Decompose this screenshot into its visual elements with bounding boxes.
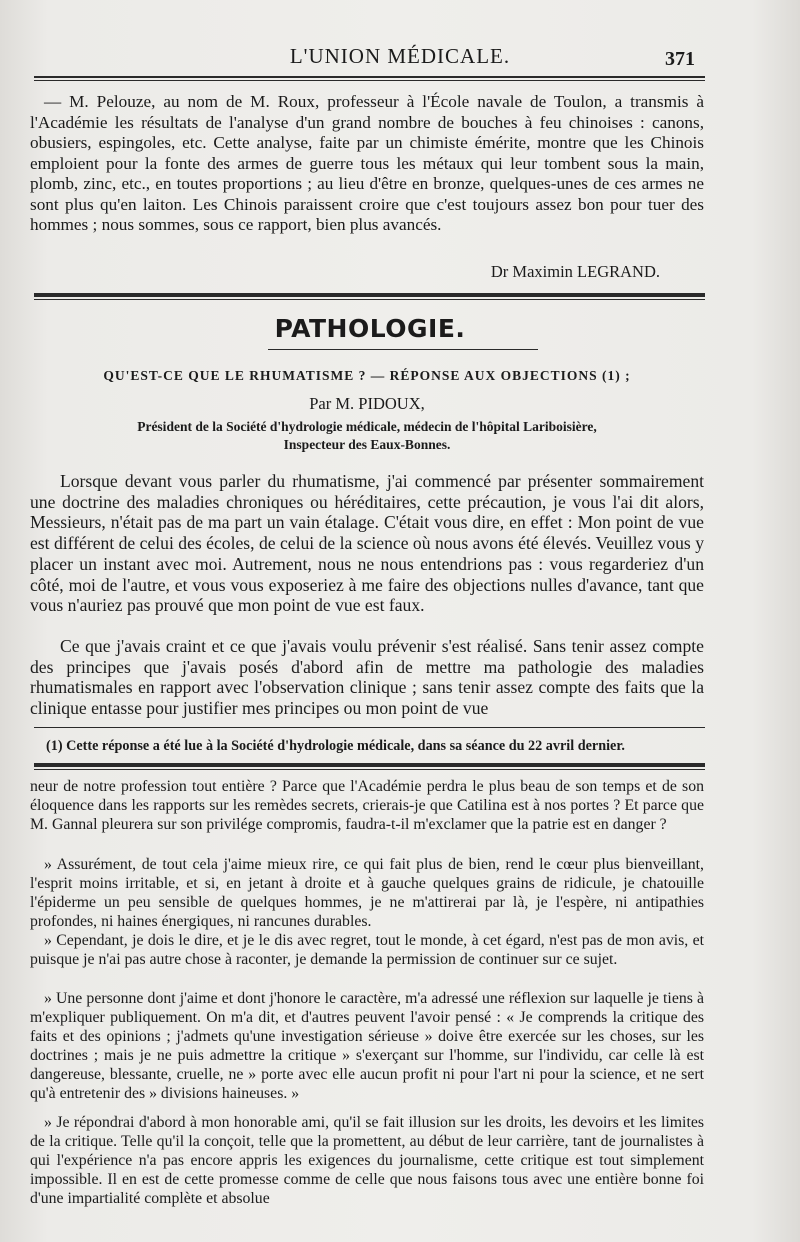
section-rule-thick [34,293,705,297]
article-paragraph-1: Lorsque devant vous parler du rhumatisme, j'ai commencé par présenter sommairement une doctrine des maladies chroniques ou héréditaires, cette précaution, je vous l'ai dit alors, Messieurs, n'était pas de ma part un vain étalage. C'était vous dire, en effet : Mon point de vue est différent de celui des écoles, de celui de la science où nous avons été élevés. Veuillez vous y placer un instant avec moi. Autrement, nous ne nous entendrions pas : vous regarderiez d'un côté, moi de l'autre, et vous vous exposeriez à me faire des objections nulles d'avance, tant que vous n'auriez pas prouvé que mon point de vue est faux. [30,471,704,616]
feuilleton-rule-thick [34,763,705,767]
feuilleton-paragraph-3: » Cependant, je dois le dire, et je le dis avec regret, tout le monde, à cet égard, n'est pas de mon avis, et puisque je n'ai pas autre chose à raconter, je demande la permission de continuer sur ce sujet. [30,932,704,968]
section-title: PATHOLOGIE. [274,314,466,343]
title-underline [268,349,538,350]
author-affiliation-2: Inspecteur des Eaux-Bonnes. [283,437,451,452]
feuilleton-paragraph-1: neur de notre profession tout entière ? Parce que l'Académie perdra le plus beau de son temps et de son éloquence dans les rapports sur les remèdes secrets, crierais-je que Catilina est à nos portes ? Et parce que M. Gannal pleurera sur son privilége compromis, faudra-t-il m'exclamer que la patrie est en danger ? [30,778,704,833]
page-header [0,44,800,74]
section-rule-thin [34,299,705,300]
header-rule [34,76,705,78]
feuilleton-paragraph-4: » Une personne dont j'aime et dont j'honore le caractère, m'a adressé une réflexion sur laquelle je tiens à m'expliquer publiquement. On m'a dit, et d'autres peuvent l'avoir pensé : « Je comprends la critique des faits et des opinions ; j'admets qu'une investigation sérieuse » doive être exercée sur les choses, sur les doctrines ; mais je ne puis admettre la critique » s'exerçant sur l'homme, sur l'individu, car celle là est dangereuse, blessante, cruelle, ne » porte avec elle aucun profit ni pour l'art ni pour la science, et ne sert qu'à entretenir des » divisions haineuses. » [30,990,704,1102]
article-paragraph-2: Ce que j'avais craint et ce que j'avais voulu prévenir s'est réalisé. Sans tenir assez compte des principes que j'avais posés d'abord afin de mettre ma pathologie des maladies rhumatismales en rapport avec l'observation clinique ; sans tenir assez compte des faits que la clinique entasse pour justifier mes principes ou mon point de vue [30,636,704,719]
feuilleton-rule-thin [34,769,705,770]
page-number: 371 [665,48,695,70]
header-rule-thin [34,80,705,81]
feuilleton-paragraph-2: » Assurément, de tout cela j'aime mieux rire, ce qui fait plus de bien, rend le cœur plus bienveillant, l'esprit moins irritable, et si, en jetant à droite et à gauche quelques grains de ridicule, je chatouille l'épiderme un peu sensible de quelques hommes, je ne m'attirerai par là, je l'espère, ni antipathies profondes, ni haines énergiques, ni rancunes durables. [30,856,704,930]
news-signature: Dr Maximin LEGRAND. [490,262,660,281]
article-title: QU'EST-CE QUE LE RHUMATISME ? — RÉPONSE AUX OBJECTIONS (1) ; [103,368,631,383]
feuilleton-paragraph-5: » Je répondrai d'abord à mon honorable ami, qu'il se fait illusion sur les droits, les devoirs et les limites de la critique. Telle qu'il la conçoit, telle que la promettent, au début de leur carrière, tant de journalistes à qui l'expérience n'a pas encore appris les exigences du journalisme, cette critique est tout simplement impossible. Il en est de cette promesse comme de celle que nous faisons tous avec une entière bonne foi d'une impartialité complète et absolue [30,1114,704,1207]
author-affiliation: Président de la Société d'hydrologie médicale, médecin de l'hôpital Lariboisière, [137,419,597,434]
footnote-rule [34,727,705,728]
footnote: (1) Cette réponse a été lue à la Société d'hydrologie médicale, dans sa séance du 22 avril dernier. [46,738,625,754]
article-byline: Par M. PIDOUX, [309,394,425,413]
running-title: L'UNION MÉDICALE. [289,44,511,68]
news-paragraph: — M. Pelouze, au nom de M. Roux, professeur à l'École navale de Toulon, a transmis à l'Académie les résultats de l'analyse d'un grand nombre de bouches à feu chinoises : canons, obusiers, espingoles, etc. Cette analyse, faite par un chimiste émérite, montre que les Chinois emploient pour la fonte des armes de guerre tous les métaux qui leur tombent sous la main, plomb, zinc, etc., en toutes proportions ; au lieu d'être en bronze, quelques-unes de ces armes ne sont plus qu'en laiton. Les Chinois paraissent croire que c'est toujours assez bon pour tuer des hommes ; nous sommes, sous ce rapport, bien plus avancés. [30,92,704,234]
